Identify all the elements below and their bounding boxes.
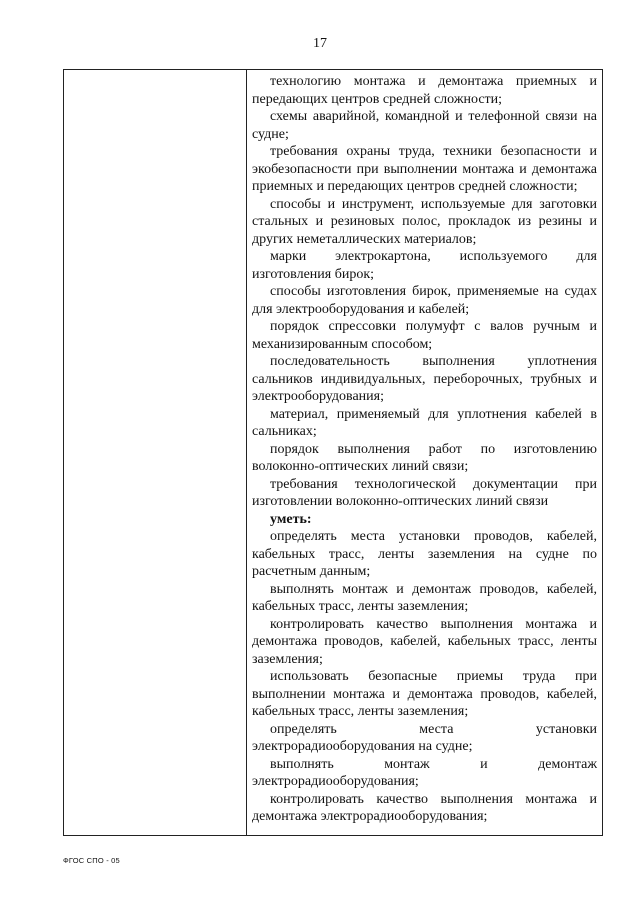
- section-heading: уметь:: [270, 511, 312, 527]
- list-item: требования технологической документации при изготовлении волоконно-оптических линий связи: [252, 476, 597, 509]
- list-item: способы и инструмент, используемые для заготовки стальных и резиновых полос, прокладок из резины и других неметаллических материалов;: [252, 196, 597, 247]
- list-item: определять места установки проводов, кабелей, кабельных трасс, ленты заземления на судне по расчетным данным;: [252, 529, 597, 579]
- list-item: выполнять монтаж и демонтаж электрорадиооборудования;: [252, 756, 597, 789]
- list-item: способы изготовления бирок, применяемые на судах для электрооборудования и кабелей;: [252, 284, 597, 317]
- list-item: использовать безопасные приемы труда при выполнении монтажа и демонтажа проводов, кабелей, кабельных трасс, ленты заземления;: [252, 669, 597, 719]
- list-item: контролировать качество выполнения монтажа и демонтажа проводов, кабелей, кабельных трасс, ленты заземления;: [252, 616, 597, 667]
- list-item: выполнять монтаж и демонтаж проводов, кабелей, кабельных трасс, ленты заземления;: [252, 581, 597, 614]
- list-item: контролировать качество выполнения монтажа и демонтажа электрорадиооборудования;: [252, 791, 597, 824]
- list-item: технологию монтажа и демонтажа приемных и передающих центров средней сложности;: [252, 74, 597, 107]
- list-item: материал, применяемый для уплотнения кабелей в сальниках;: [252, 406, 597, 439]
- list-item: порядок выполнения работ по изготовлению волоконно-оптических линий связи;: [252, 441, 597, 474]
- column-divider: [246, 70, 247, 835]
- requirements-cell: [252, 73, 597, 826]
- content-table: [63, 69, 603, 836]
- list-item: требования охраны труда, техники безопасности и экобезопасности при выполнении монтажа и демонтажа приемных и передающих центров средней сложности;: [252, 144, 597, 194]
- footer-label: ФГОС СПО - 05: [63, 856, 120, 865]
- list-item: определять места установки электрорадиооборудования на судне;: [252, 721, 597, 754]
- list-item: схемы аварийной, командной и телефонной связи на судне;: [252, 109, 597, 142]
- page-number: 17: [313, 36, 327, 51]
- list-item: последовательность выполнения уплотнения сальников индивидуальных, переборочных, трубных и электрооборудования;: [252, 354, 597, 404]
- list-item: марки электрокартона, используемого для изготовления бирок;: [252, 249, 597, 282]
- list-item: порядок спрессовки полумуфт с валов ручным и механизированным способом;: [252, 319, 597, 352]
